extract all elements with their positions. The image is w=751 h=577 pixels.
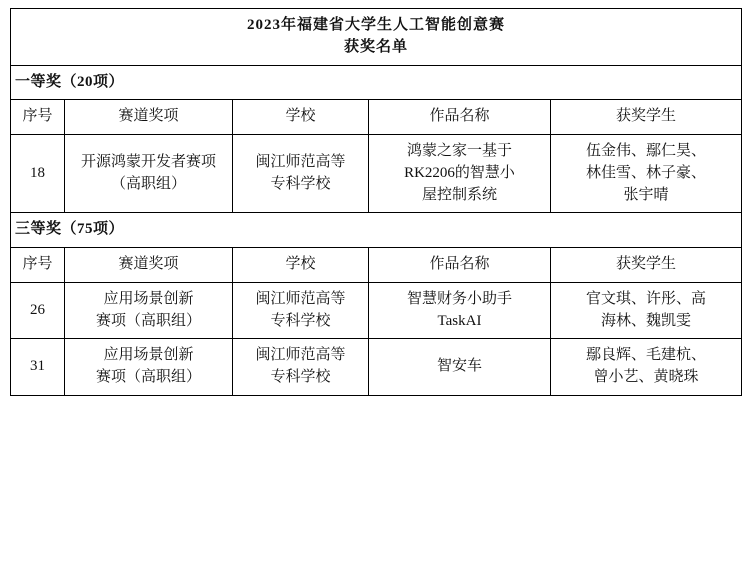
column-header-track: 赛道奖项 <box>65 248 233 283</box>
cell-work <box>369 282 551 339</box>
cell-line: 海林、魏凯雯 <box>601 312 692 329</box>
cell-work <box>369 135 551 213</box>
cell-no: 18 <box>11 135 65 213</box>
cell-no: 31 <box>11 339 65 396</box>
cell-line: 林佳雪、林子豪、 <box>586 164 707 181</box>
cell-line: 专科学校 <box>270 312 331 329</box>
cell-line: 开源鸿蒙开发者赛项 <box>80 153 216 170</box>
column-header-work: 作品名称 <box>369 100 551 135</box>
cell-work <box>369 339 551 396</box>
title-row <box>11 9 742 66</box>
cell-line: 智安车 <box>436 358 482 375</box>
column-header-no: 序号 <box>11 248 65 283</box>
cell-line: 智慧财务小助手 <box>406 290 512 307</box>
section-heading-row <box>11 213 742 248</box>
award-list-table <box>10 8 742 396</box>
cell-line: （高职组） <box>110 175 186 192</box>
cell-track <box>65 135 233 213</box>
table-row <box>11 339 742 396</box>
column-header-track: 赛道奖项 <box>65 100 233 135</box>
title-line-2: 获奖名单 <box>344 38 409 55</box>
cell-line: 伍金伟、鄢仁昊、 <box>586 143 707 159</box>
cell-line: 鄢良辉、毛建杭、 <box>586 347 707 364</box>
section-heading-first-prize: 一等奖（20项） <box>11 65 742 100</box>
cell-line: 闽江师范高等 <box>255 153 346 170</box>
cell-line: 鸿蒙之家一基于 <box>406 143 512 159</box>
cell-line: RK2206的智慧小 <box>404 164 515 181</box>
cell-school <box>233 339 369 396</box>
cell-line: TaskAI <box>437 312 482 329</box>
section-heading-row <box>11 65 742 100</box>
cell-line: 曾小艺、黄晓珠 <box>593 369 699 385</box>
column-header-school: 学校 <box>233 100 369 135</box>
table-row <box>11 282 742 339</box>
cell-line: 屋控制系统 <box>421 186 497 203</box>
cell-track <box>65 339 233 396</box>
column-header-students: 获奖学生 <box>551 248 742 283</box>
cell-students <box>551 339 742 396</box>
cell-no: 26 <box>11 282 65 339</box>
cell-line: 专科学校 <box>270 369 331 385</box>
section-heading-third-prize: 三等奖（75项） <box>11 213 742 248</box>
title-line-1: 2023年福建省大学生人工智能创意赛 <box>247 17 506 33</box>
table-header-row <box>11 100 742 135</box>
cell-line: 赛项（高职组） <box>95 369 201 385</box>
cell-students <box>551 282 742 339</box>
cell-track <box>65 282 233 339</box>
table-row <box>11 135 742 213</box>
cell-line: 赛项（高职组） <box>95 312 201 329</box>
cell-line: 专科学校 <box>270 175 331 192</box>
document-title <box>11 9 742 66</box>
cell-line: 应用场景创新 <box>103 347 194 364</box>
column-header-no: 序号 <box>11 100 65 135</box>
cell-line: 闽江师范高等 <box>255 347 346 364</box>
cell-line: 官文琪、许彤、高 <box>586 290 707 307</box>
cell-line: 闽江师范高等 <box>255 290 346 307</box>
cell-school <box>233 282 369 339</box>
column-header-school: 学校 <box>233 248 369 283</box>
column-header-students: 获奖学生 <box>551 100 742 135</box>
table-header-row <box>11 248 742 283</box>
cell-line: 应用场景创新 <box>103 290 194 307</box>
column-header-work: 作品名称 <box>369 248 551 283</box>
cell-students <box>551 135 742 213</box>
cell-school <box>233 135 369 213</box>
cell-line: 张宇晴 <box>623 186 669 203</box>
